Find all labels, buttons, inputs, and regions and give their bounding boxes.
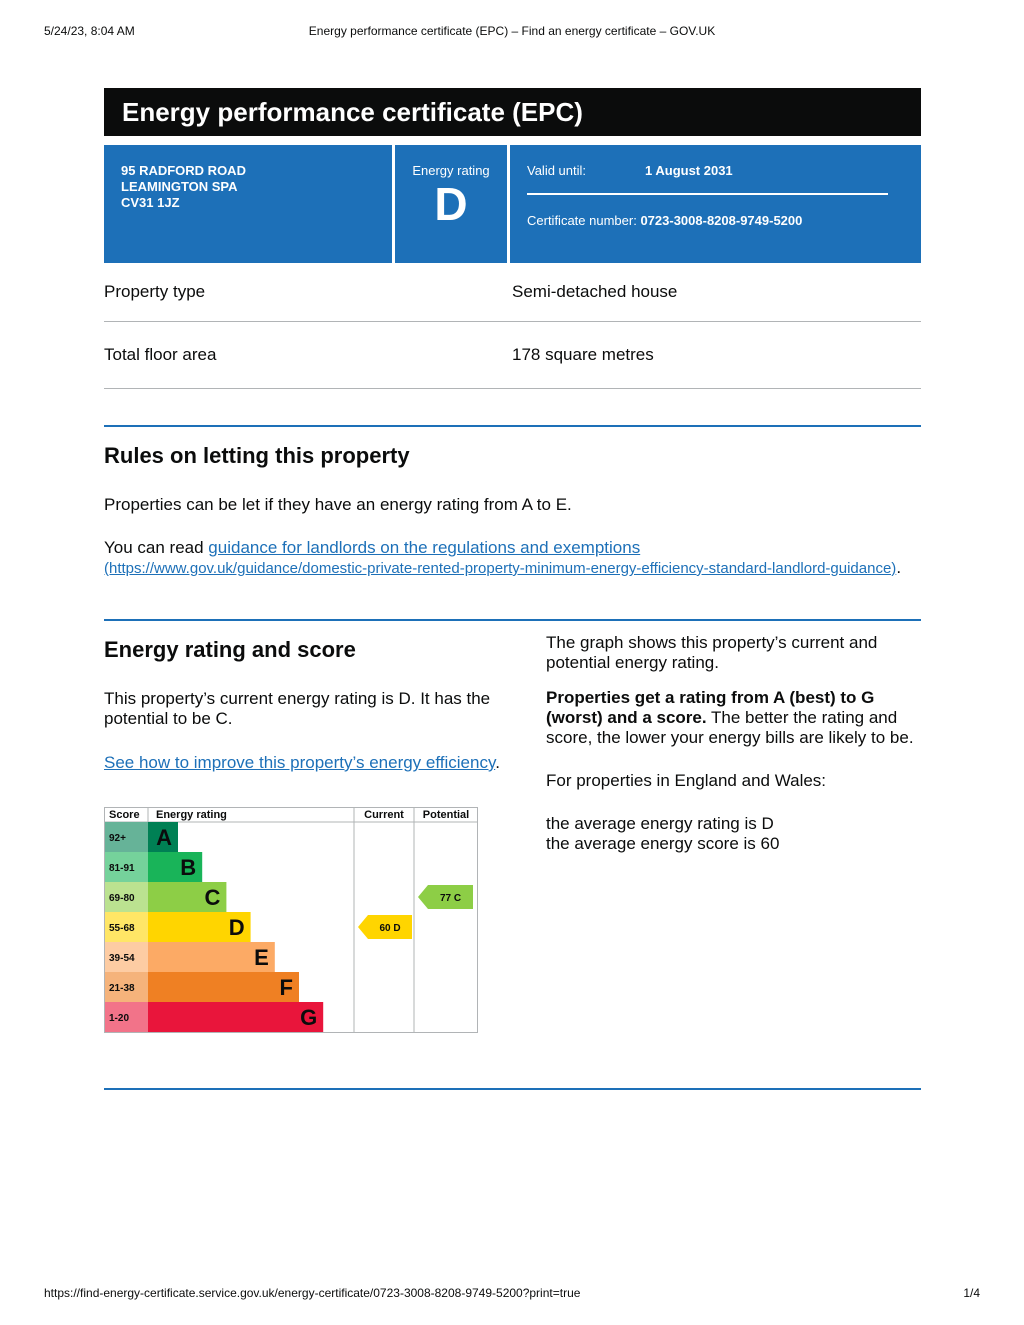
print-date: 5/24/23, 8:04 AM — [44, 24, 135, 38]
address-line: CV31 1JZ — [121, 195, 180, 210]
score-header: Score — [109, 809, 140, 821]
print-doc-title: Energy performance certificate (EPC) – Find an energy certificate – GOV.UK — [308, 24, 716, 38]
letting-rules-heading: Rules on letting this property — [104, 443, 410, 468]
potential-rating-label: 77 C — [439, 893, 462, 904]
rating-band-letter: G — [300, 1005, 318, 1030]
floor-area-value: 178 square metres — [512, 345, 654, 364]
page-number: 1/4 — [963, 1286, 980, 1300]
address-line: LEAMINGTON SPA — [121, 179, 238, 194]
rating-band-letter: F — [279, 975, 293, 1000]
average-score-text: the average energy score is 60 — [546, 834, 780, 853]
rating-band-letter: C — [204, 885, 221, 910]
guidance-url[interactable]: (https://www.gov.uk/guidance/domestic-private-rented-property-minimum-energy-efficiency-standard-landlord-guidance) — [104, 560, 897, 577]
average-rating-text: the average energy rating is D — [546, 814, 774, 833]
rating-scale-rest: The better the rating and score, the lower your energy bills are likely to be. — [546, 708, 914, 747]
rating-scale-bold: Properties get a rating from A (best) to G (worst) and a score. — [546, 688, 875, 727]
rating-band-letter: B — [180, 855, 197, 880]
valid-until-value: 1 August 2031 — [645, 163, 733, 178]
print-header — [44, 24, 980, 42]
floor-area-row — [104, 322, 921, 389]
page-title: Energy performance certificate (EPC) — [104, 88, 921, 136]
score-range-label: 55-68 — [109, 923, 135, 934]
score-range-label: 1-20 — [109, 1013, 130, 1024]
current-rating-label: 60 D — [379, 923, 401, 934]
rating-scale-text — [546, 688, 921, 748]
property-address — [104, 145, 392, 263]
rating-band-letter: A — [156, 825, 172, 850]
address-line: 95 RADFORD ROAD — [121, 163, 246, 178]
summary-panel — [104, 145, 921, 263]
certificate-details — [510, 145, 921, 263]
energy-rating-letter: D — [434, 178, 468, 230]
print-url: https://find-energy-certificate.service.gov.uk/energy-certificate/0723-3008-8208-9749-5200?print=true — [44, 1286, 581, 1300]
letting-rules-text: Properties can be let if they have an energy rating from A to E. — [104, 495, 572, 514]
score-range-label: 81-91 — [109, 863, 135, 874]
section-divider — [104, 1088, 921, 1090]
current-header: Current — [364, 809, 404, 821]
graph-explanation: The graph shows this property’s current and potential energy rating. — [546, 633, 878, 672]
improve-suffix: . — [495, 753, 500, 772]
energy-rating-heading: Energy rating and score — [104, 637, 356, 662]
energy-rating-chart — [104, 807, 479, 1035]
score-range-label: 39-54 — [109, 953, 135, 964]
guidance-link[interactable]: guidance for landlords on the regulations and exemptions — [208, 538, 641, 557]
score-range-label: 69-80 — [109, 893, 135, 904]
energy-rating-header: Energy rating — [156, 809, 227, 821]
potential-header: Potential — [422, 809, 470, 821]
score-range-label: 92+ — [109, 833, 126, 844]
score-range-label: 21-38 — [109, 983, 135, 994]
rating-band-letter: D — [228, 915, 245, 940]
energy-rating-label: Energy rating — [412, 163, 490, 178]
divider — [527, 193, 888, 195]
certificate-number-label: Certificate number: — [527, 213, 637, 228]
floor-area-label: Total floor area — [104, 345, 217, 364]
energy-rating-box — [395, 145, 507, 263]
property-type-row — [104, 263, 921, 322]
improve-link[interactable]: See how to improve this property’s energy efficiency — [104, 753, 496, 772]
certificate-number: 0723-3008-8208-9749-5200 — [640, 213, 803, 228]
energy-rating-section — [104, 619, 921, 1040]
letting-rules-section — [104, 425, 921, 579]
guidance-prefix: You can read — [104, 538, 209, 557]
print-footer — [44, 1286, 980, 1304]
current-rating-text: This property’s current energy rating is D. It has the potential to be C. — [104, 689, 491, 728]
rating-band-letter: E — [254, 945, 269, 970]
improve-text — [104, 753, 512, 773]
rating-band-bar — [148, 972, 299, 1002]
certificate-content — [104, 88, 921, 1040]
average-text — [546, 814, 921, 854]
property-type-value: Semi-detached house — [512, 282, 678, 301]
energy-rating-graph — [104, 807, 512, 1040]
valid-until-label: Valid until: — [527, 163, 587, 178]
letting-guidance-text — [104, 538, 921, 579]
rating-band-bar — [148, 1002, 323, 1032]
property-type-label: Property type — [104, 282, 206, 301]
guidance-suffix: . — [896, 558, 902, 577]
england-wales-text: For properties in England and Wales: — [546, 771, 827, 790]
